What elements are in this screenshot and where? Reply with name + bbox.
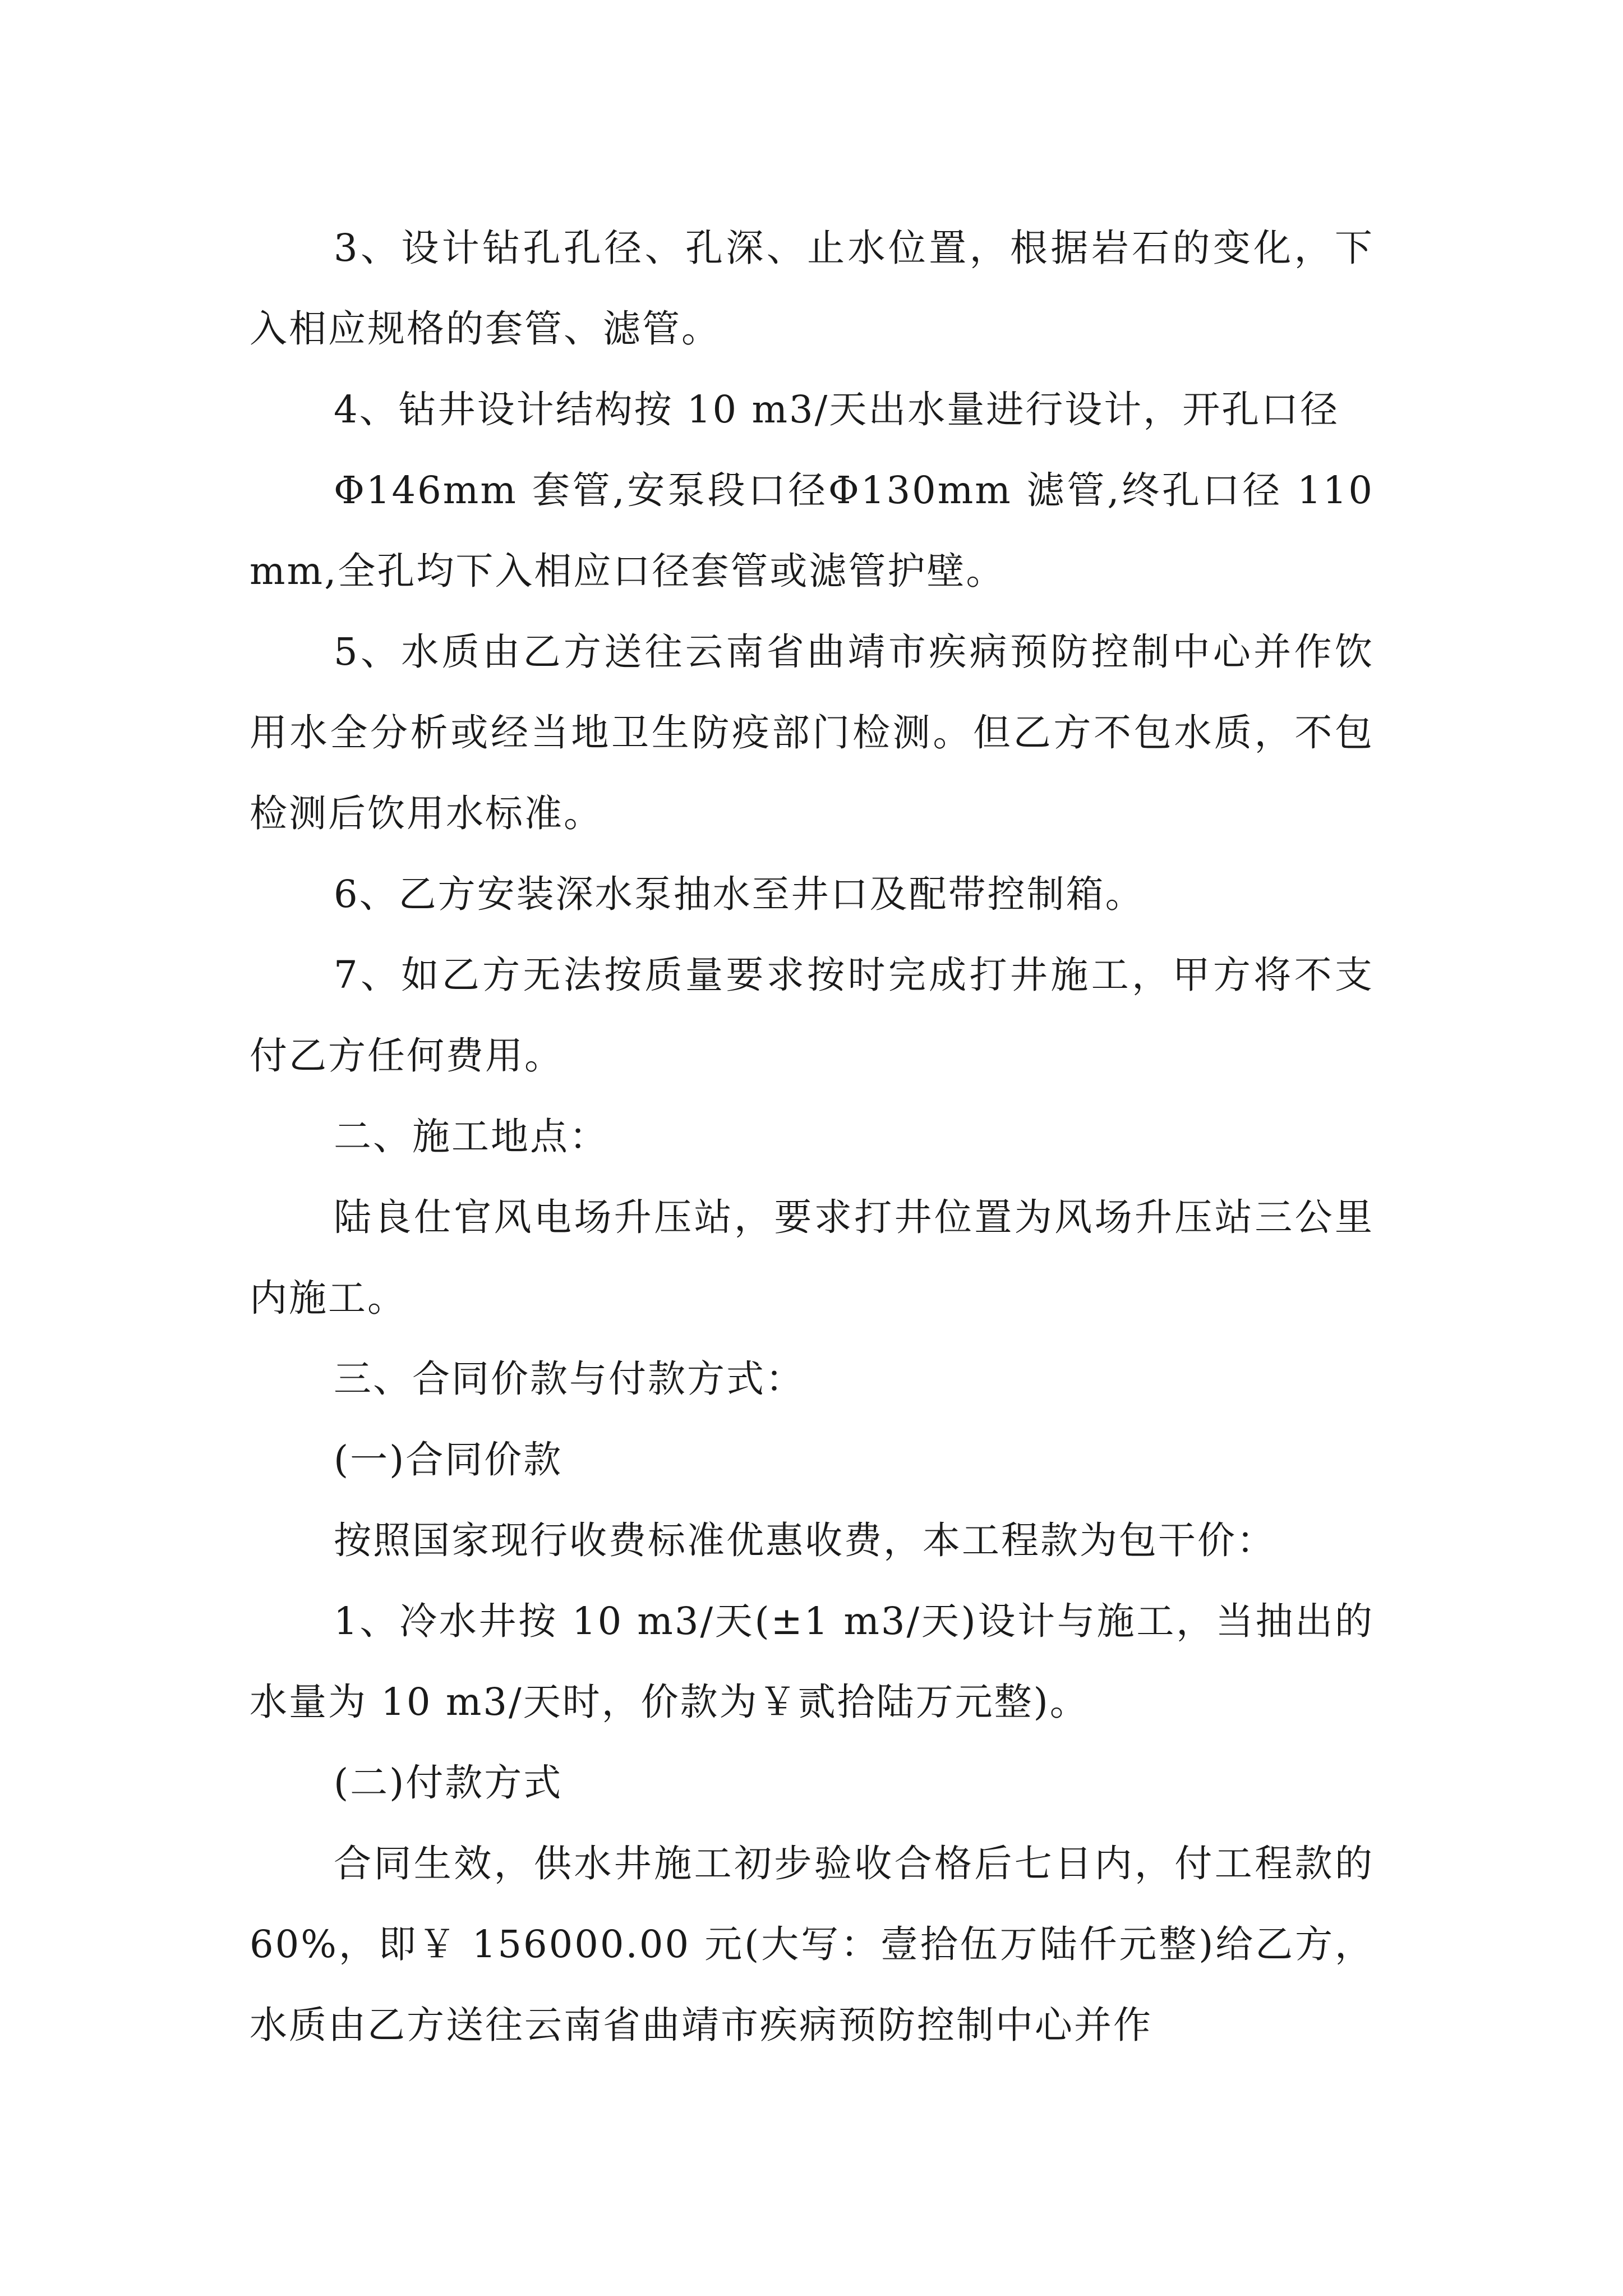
paragraph-item-4: 4、钻井设计结构按 10 m3/天出水量进行设计，开孔口径	[334, 388, 1340, 431]
paragraph-item-5: 5、水质由乙方送往云南省曲靖市疾病预防控制中心并作饮用水全分析或经当地卫生防疫部门检测。但乙方不包水质，不包检测后饮用水标准。	[250, 630, 1374, 835]
paragraph-item-3: 3、设计钻孔孔径、孔深、止水位置，根据岩石的变化，下入相应规格的套管、滤管。	[250, 226, 1374, 351]
paragraph-diameter-spec: Φ146mm 套管,安泵段口径Φ130mm 滤管,终孔口径 110mm,全孔均下入相应口径套管或滤管护壁。	[250, 468, 1374, 593]
section-heading-location: 二、施工地点：	[334, 1115, 608, 1158]
paragraph-price-basis: 按照国家现行收费标准优惠收费，本工程款为包干价：	[334, 1519, 1276, 1562]
paragraph-item-7: 7、如乙方无法按质量要求按时完成打井施工，甲方将不支付乙方任何费用。	[250, 953, 1374, 1078]
subheading-payment-method: (二)付款方式	[334, 1761, 563, 1805]
paragraph-item-6: 6、乙方安装深水泵抽水至井口及配带控制箱。	[334, 872, 1145, 916]
paragraph-location: 陆良仕官风电场升压站，要求打井位置为风场升压站三公里内施工。	[250, 1195, 1374, 1320]
section-heading-payment: 三、合同价款与付款方式：	[334, 1357, 805, 1401]
paragraph-payment-terms: 合同生效，供水井施工初步验收合格后七日内，付工程款的 60%，即￥ 156000.00 元(大写：壹拾伍万陆仟元整)给乙方，水质由乙方送往云南省曲靖市疾病预防控制中心并作	[250, 1842, 1374, 2047]
document-body	[250, 208, 1374, 2065]
paragraph-price-item-1: 1、冷水井按 10 m3/天(±1 m3/天)设计与施工，当抽出的水量为 10 m3/天时，价款为￥贰拾陆万元整)。	[250, 1599, 1374, 1724]
subheading-contract-price: (一)合同价款	[334, 1438, 563, 1481]
